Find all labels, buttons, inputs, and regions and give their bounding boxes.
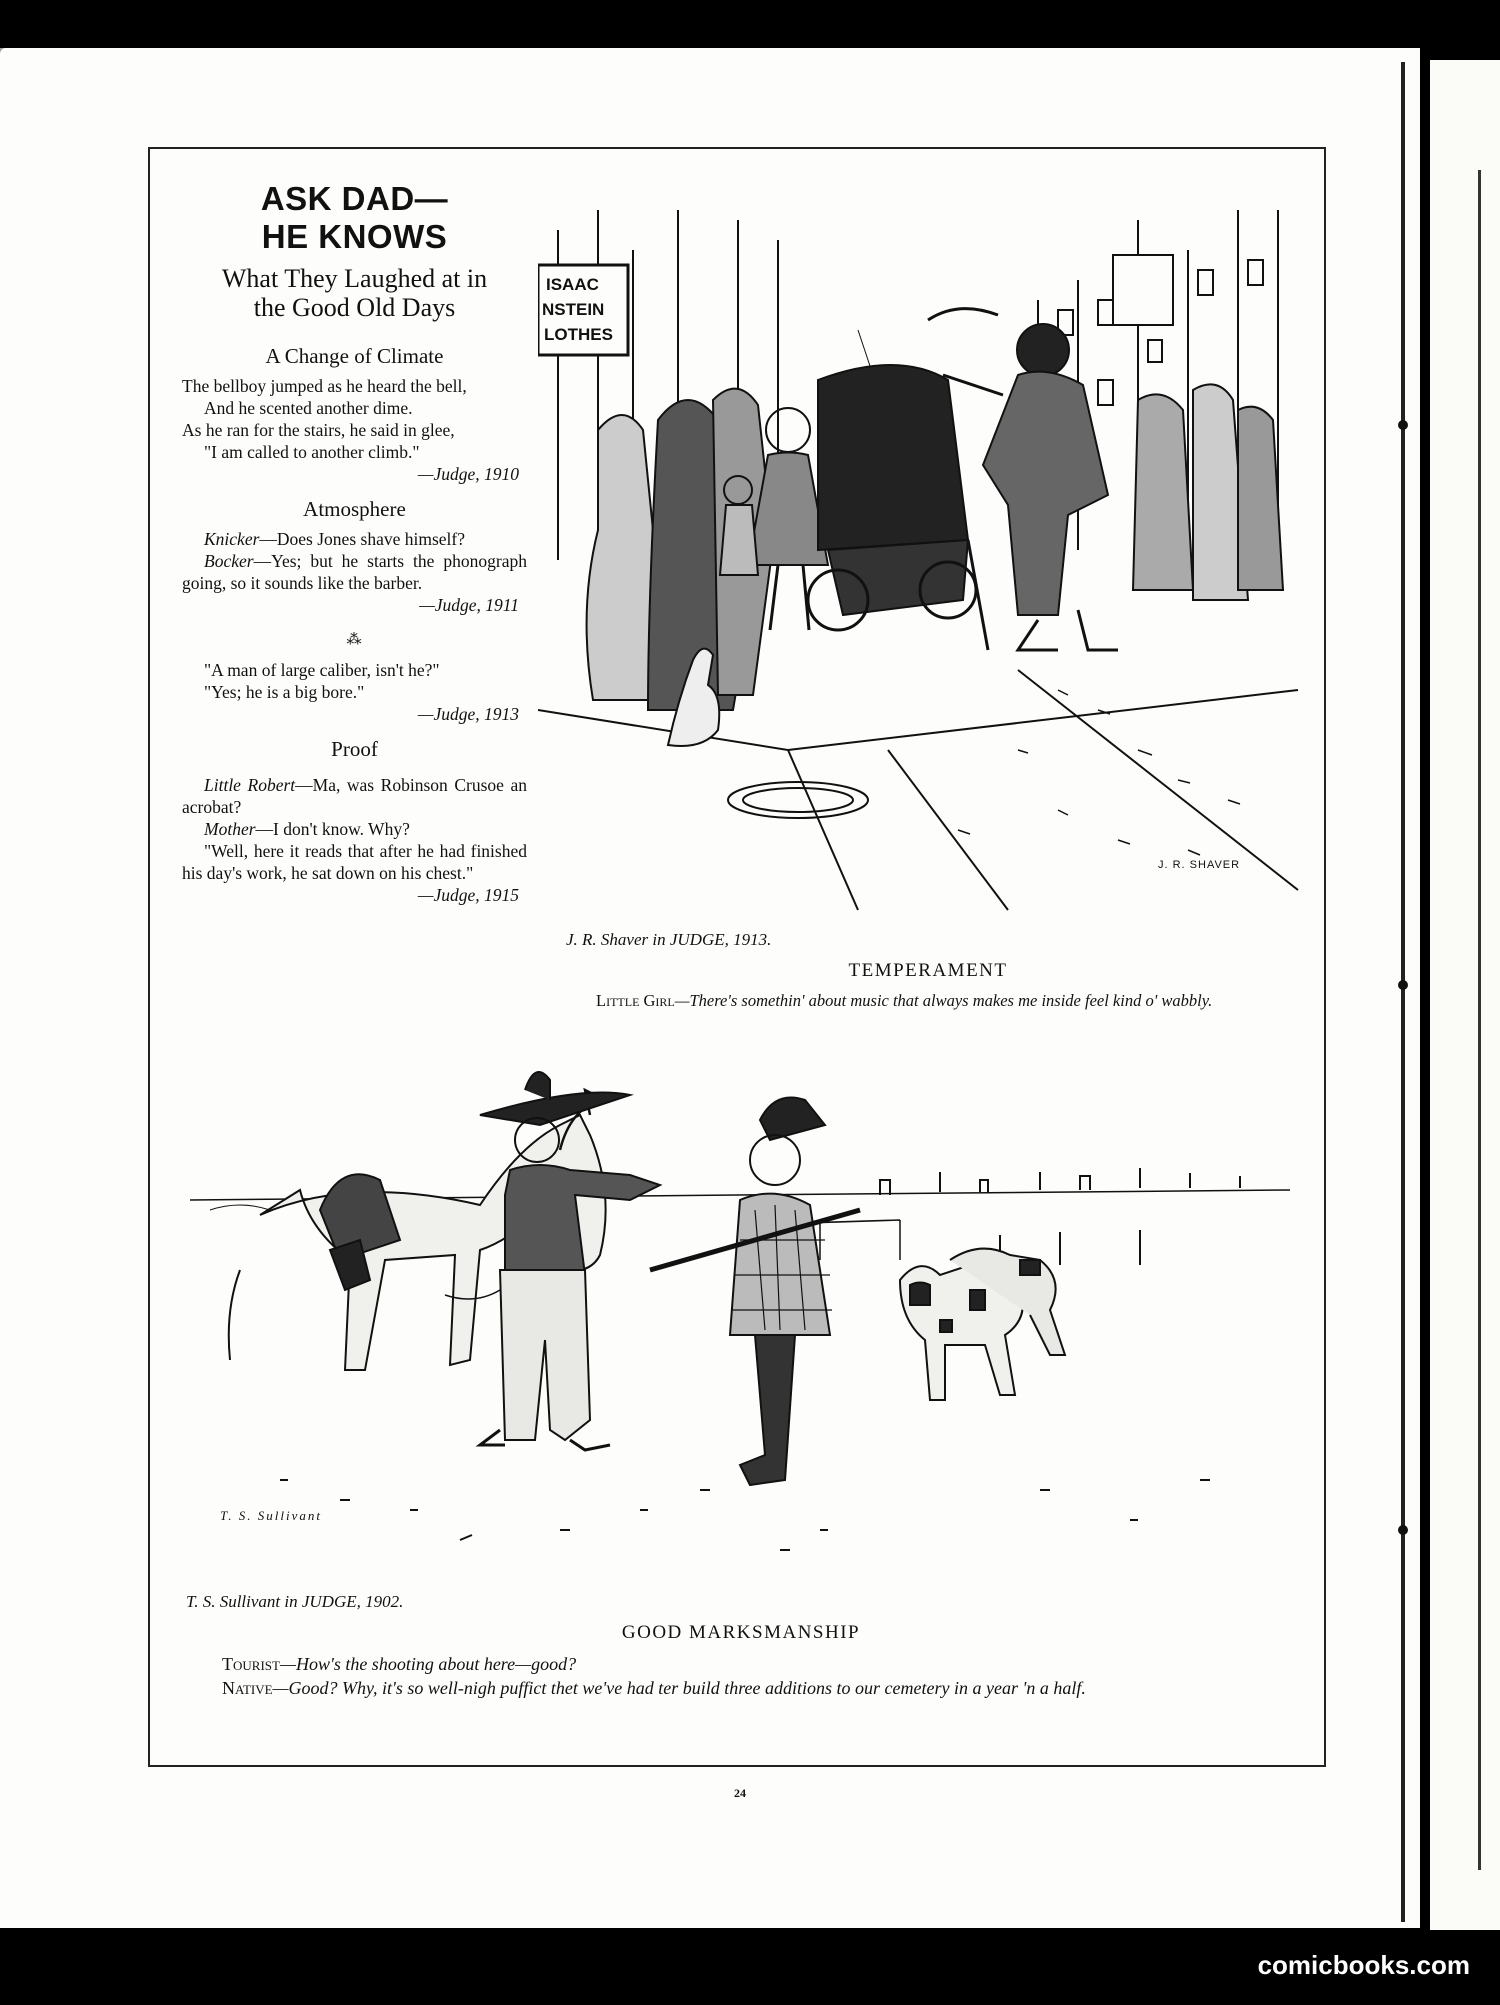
joke-line	[182, 818, 527, 840]
joke-line: And he scented another dime.	[204, 398, 413, 418]
joke-heading: Proof	[331, 737, 378, 761]
joke-line: "I am called to another climb."	[204, 442, 420, 462]
speaker-name: Little Robert	[204, 775, 296, 795]
cartoon-street-scene	[538, 190, 1300, 920]
binding-stitch	[1398, 980, 1408, 990]
speaker-name: Tourist	[222, 1654, 280, 1674]
site-watermark: comicbooks.com	[1257, 1950, 1470, 1980]
joke-line: "Well, here it reads that after he had finished his day's work, he sat down on his chest."	[182, 841, 527, 883]
article-title	[182, 180, 527, 256]
dialogue: —I don't know. Why?	[255, 819, 410, 839]
binding-stitch	[1398, 1525, 1408, 1535]
dialogue: —Ma, was Robinson Crusoe an acrobat?	[182, 775, 527, 817]
caption-line	[186, 1652, 1296, 1676]
street-scene-drawing	[538, 190, 1300, 920]
title-line-1: ASK DAD—	[260, 180, 449, 217]
speaker-name: Little Girl	[596, 991, 675, 1010]
subtitle-line-1: What They Laughed at in	[221, 264, 488, 293]
shop-sign-line: NSTEIN	[542, 300, 605, 319]
speaker-name: Mother	[204, 819, 256, 839]
shop-sign-line: ISAAC	[546, 275, 599, 294]
cartoon-caption	[566, 990, 1290, 1012]
joke-heading: Atmosphere	[303, 497, 406, 521]
joke-line	[182, 550, 527, 594]
joke-source: —Judge, 1913	[417, 704, 519, 724]
cartoon-title: TEMPERAMENT	[848, 960, 1008, 981]
dialogue: —Good? Why, it's so well-nigh puffict thet we've had ter build three additions to our cemetery in a year 'n a half.	[272, 1678, 1086, 1698]
article-subtitle	[182, 264, 527, 322]
speaker-name: Knicker	[204, 529, 260, 549]
title-line-2: HE KNOWS	[261, 218, 448, 255]
cartoon-title: GOOD MARKSMANSHIP	[621, 1622, 861, 1643]
joke-line	[182, 528, 527, 550]
joke-line: As he ran for the stairs, he said in glee,	[182, 420, 455, 440]
speaker-name: Native	[222, 1678, 273, 1698]
artist-signature: T. S. Sullivant	[220, 1508, 322, 1523]
shop-sign-line: LOTHES	[544, 325, 613, 344]
caption-line	[186, 1676, 1296, 1700]
cartoon-caption	[186, 1652, 1296, 1700]
joke-line: The bellboy jumped as he heard the bell,	[182, 376, 467, 396]
joke-source: —Judge, 1911	[419, 595, 519, 615]
marksmanship-drawing	[180, 1060, 1300, 1600]
joke-heading: A Change of Climate	[265, 344, 444, 368]
joke-source: —Judge, 1915	[417, 885, 519, 905]
cartoon-credit: T. S. Sullivant in JUDGE, 1902.	[186, 1592, 404, 1611]
joke-line: "A man of large caliber, isn't he?"	[204, 660, 440, 680]
joke-source: —Judge, 1910	[417, 464, 519, 484]
speaker-name: Bocker	[204, 551, 254, 571]
cartoon-marksmanship	[180, 1060, 1300, 1600]
page-number: 24	[734, 1786, 746, 1800]
article-column	[182, 180, 527, 906]
binding-stitch	[1398, 420, 1408, 430]
dialogue: —There's somethin' about music that always makes me inside feel kind o' wabbly.	[674, 991, 1213, 1010]
subtitle-line-2: the Good Old Days	[253, 293, 456, 322]
artist-signature: J. R. SHAVER	[1158, 859, 1241, 871]
cartoon-credit: J. R. Shaver in JUDGE, 1913.	[566, 930, 772, 949]
book-spine-line	[1401, 62, 1405, 1922]
dialogue: —Does Jones shave himself?	[259, 529, 465, 549]
dialogue: —Yes; but he starts the phonograph going, so it sounds like the barber.	[182, 551, 527, 593]
adjacent-page-rule	[1478, 170, 1481, 1870]
section-separator: ⁂	[346, 632, 363, 648]
joke-line	[182, 774, 527, 818]
joke-line: "Yes; he is a big bore."	[204, 682, 365, 702]
dialogue: —How's the shooting about here—good?	[279, 1654, 577, 1674]
adjacent-page	[1430, 60, 1500, 1930]
